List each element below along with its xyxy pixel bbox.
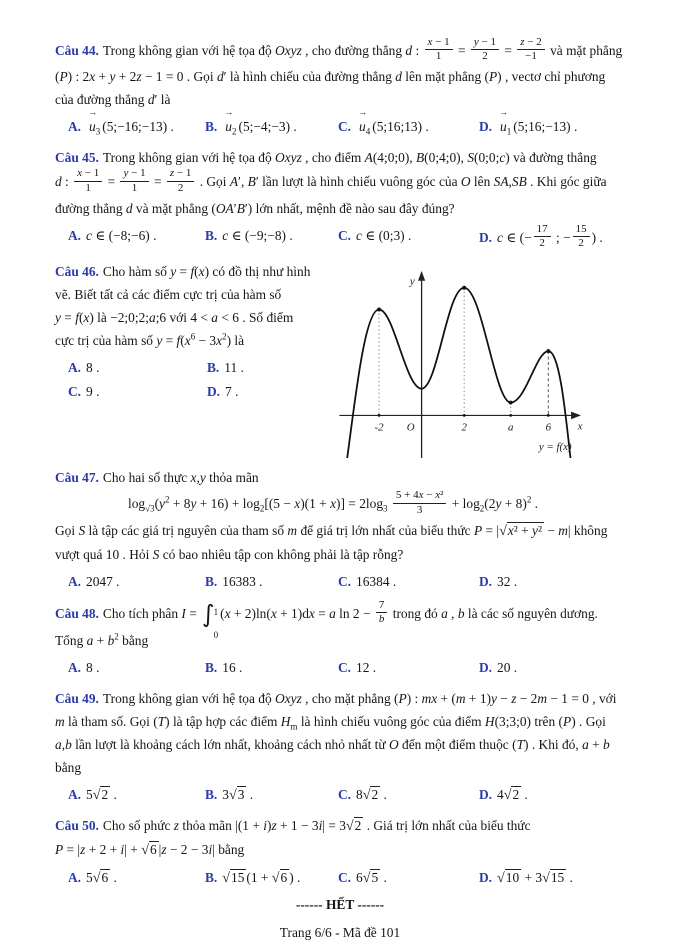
extremum-dot-neg2 [377, 308, 381, 312]
fraction: $\frac{x - 1}{1}$ [74, 167, 102, 194]
fraction: $\frac{z - 2}{-1}$ [517, 36, 545, 63]
answer-option-C: C. 6√5 . [338, 869, 387, 886]
question-46-answers [68, 357, 337, 403]
question-label: Câu 47. [55, 470, 99, 486]
superscript: 2 [526, 494, 532, 505]
q44-line-3: của đường thẳng d′ là [55, 92, 171, 108]
answer-letter: B. [205, 869, 218, 885]
y-axis-label: y [409, 275, 415, 288]
curve-label: y = f(x) [538, 441, 572, 454]
q47-line-2: $\log_{√3}(y^2 + 8y + 16) + \log_2[(5 - x)(1 + x)] = 2\log_3$ $\frac{\text{5 + 4x − x²}}{3}$ + $\log_2(2y + 8)^2$ . [127, 489, 539, 516]
answer-option-A: A. c ∈ (−8;−6) . [68, 227, 157, 243]
answer-letter: A. [68, 786, 82, 802]
fraction: $\frac{y - 1}{1}$ [120, 167, 148, 194]
end-marker: ------ HẾT ------ [295, 896, 385, 912]
vector-arrow-icon: → [358, 107, 368, 118]
x-axis-arrow [571, 412, 581, 420]
answer-letter: C. [338, 786, 352, 802]
question-46 [55, 260, 625, 462]
answer-letter: C. [338, 869, 352, 885]
answer-option-C: C. c ∈ (0;3) . [338, 227, 412, 243]
tick-a: a [507, 421, 514, 434]
q49-line-2: m là tham số. Gọi (T) là tập hợp các điểm $H_m$ là hình chiếu vuông góc của điểm H(3;3;0) trên (P) . Gọi [55, 713, 606, 732]
sqrt: √2 [345, 817, 362, 834]
vector-u: → $u_4$ [358, 107, 371, 138]
answer-option-C: C. → $u_4$ (5;16;13) . [338, 107, 429, 138]
q45-line-3: đường thẳng d và mặt phẳng (OA′B′) lớn nhất, mệnh đề nào sau đây đúng? [55, 200, 455, 216]
question-45-answers [68, 222, 625, 252]
q48-line-1: Câu 48. Cho tích phân I = ∫ 1 0 (x + 2)ln(x + 1)dx = a ln 2 − $\frac{7}{b}$ trong đó a , b là các số nguyên dương. [55, 601, 625, 628]
x-axis-label: x [577, 420, 583, 433]
answer-letter: A. [68, 869, 82, 885]
superscript: 2 [222, 331, 227, 342]
answer-option-A: A. 8 . [68, 360, 100, 376]
vector-arrow-icon: → [499, 107, 509, 118]
axis-dot-neg2 [378, 414, 381, 417]
sqrt: √6 [271, 869, 288, 886]
fraction: $\frac{z - 1}{2}$ [167, 167, 195, 194]
question-49-answers [68, 784, 625, 806]
question-label: Câu 50. [55, 817, 99, 833]
question-49 [55, 687, 625, 806]
answer-letter: A. [68, 659, 82, 675]
question-label: Câu 44. [55, 42, 99, 58]
fraction: $\frac{17}{2}$ [534, 223, 551, 250]
question-label: Câu 49. [55, 690, 99, 706]
answer-letter: B. [205, 574, 218, 590]
answer-option-A: A. 8 . [68, 659, 100, 675]
q47-line-1: Câu 47. Cho hai số thực x,y thỏa mãn [55, 470, 259, 486]
subscript: √3 [145, 503, 155, 514]
subscript: 2 [479, 503, 485, 514]
question-47 [55, 466, 625, 593]
answer-letter: B. [205, 119, 218, 135]
answer-option-D: D. √10 + 3√15 . [479, 869, 573, 886]
q49-line-3: a,b lần lượt là khoảng cách lớn nhất, khoảng cách nhỏ nhất từ O đến một điểm thuộc (T) . Khi đó, a + b bằng [55, 736, 610, 775]
y-axis-arrow [418, 271, 425, 281]
answer-letter: A. [68, 227, 82, 243]
sqrt: √5 [362, 869, 379, 886]
answer-option-C: C. 9 . [68, 384, 100, 400]
answer-option-D: D. c ∈ (− $\frac{17}{2}$ ; − $\frac{15}{2}$ ) . [479, 222, 603, 249]
integral-lower-limit: 0 [213, 630, 219, 641]
answer-letter: C. [338, 659, 352, 675]
question-47-answers [68, 571, 625, 593]
q48-line-2: Tổng $a + b^2$ bằng [55, 631, 149, 648]
question-47-text [55, 466, 625, 566]
question-44-text [55, 38, 625, 111]
function-graph [337, 260, 625, 462]
axis-dot-6 [547, 414, 550, 417]
answer-option-B: B. c ∈ (−9;−8) . [205, 227, 293, 243]
question-44 [55, 38, 625, 138]
question-48-answers [68, 657, 625, 679]
question-50-text [55, 814, 625, 862]
sqrt: √6 [92, 869, 109, 886]
question-45-text [55, 146, 625, 219]
tick-2: 2 [461, 421, 467, 434]
page-footer: Trang 6/6 - Mã đề 101 [279, 924, 401, 940]
sqrt: √2 [92, 786, 109, 803]
sqrt: √2 [503, 786, 520, 803]
q50-line-2: P = |z + 2 + i| + √6 |z − 2 − 3i| bằng [55, 841, 245, 858]
subscript: 3 [383, 503, 388, 514]
q47-line-3: Gọi S là tập các giá trị nguyên của tham số m để giá trị lớn nhất của biểu thức P = |√x² + y² − m| không [55, 523, 608, 540]
answer-letter: D. [479, 869, 493, 885]
sqrt: √x² + y² [499, 523, 542, 540]
answer-letter: C. [338, 119, 352, 135]
fraction: $\frac{x - 1}{1}$ [425, 36, 453, 63]
question-44-answers [68, 107, 625, 138]
question-50 [55, 814, 625, 889]
axis-dot-2 [463, 414, 466, 417]
q46-line-4: cực trị của hàm số $y = f(x^6 - 3x^2)$ là [55, 331, 245, 349]
tick-neg2: -2 [374, 421, 384, 434]
integral: ∫ 1 0 [202, 601, 218, 628]
answer-option-D: D. → $u_1$ (5;16;−13) . [479, 107, 578, 138]
extremum-dot-6 [546, 349, 550, 353]
answer-letter: B. [205, 659, 218, 675]
answer-option-B: B. 16 . [205, 659, 243, 675]
answer-option-A: A. 5√6 . [68, 869, 117, 886]
answer-option-D: D. 32 . [479, 574, 518, 590]
sqrt: √2 [362, 786, 379, 803]
answer-letter: D. [207, 384, 221, 400]
vector-u: → $u_3$ [88, 107, 101, 138]
answer-letter: B. [207, 360, 220, 376]
answer-option-A: A. 5√2 . [68, 786, 117, 803]
question-48-text [55, 601, 625, 651]
q49-line-1: Câu 49. Trong không gian với hệ tọa độ Oxyz , cho mặt phẳng (P) : mx + (m + 1)y − z − 2m − 1 = 0 , với [55, 690, 617, 706]
fraction: $\frac{15}{2}$ [573, 223, 590, 250]
vector-arrow-icon: → [88, 107, 98, 118]
q46-line-1: Câu 46. Cho hàm số y = f(x) có đồ thị như hình [55, 264, 311, 280]
question-49-text [55, 687, 625, 779]
superscript: 2 [114, 631, 119, 642]
graph-svg [337, 260, 625, 458]
answer-letter: A. [68, 119, 82, 135]
answer-letter: D. [479, 786, 493, 802]
vector-u: → $u_1$ [499, 107, 512, 138]
answer-option-C: C. 12 . [338, 659, 377, 675]
fraction: $\frac{\text{5 + 4x − x²}}{3}$ [393, 489, 447, 516]
superscript: 2 [164, 494, 170, 505]
answer-letter: D. [479, 229, 493, 245]
answer-letter: B. [205, 786, 218, 802]
subscript: 2 [259, 503, 265, 514]
answer-letter: C. [68, 384, 82, 400]
question-label: Câu 45. [55, 150, 99, 166]
sqrt: √6 [141, 841, 157, 858]
answer-option-B: B. 3√3 . [205, 786, 254, 803]
q45-line-1: Câu 45. Trong không gian với hệ tọa độ Oxyz , cho điểm A(4;0;0), B(0;4;0), S(0;0;c) và đường thẳng [55, 150, 597, 166]
answer-option-D: D. 4√2 . [479, 786, 528, 803]
q46-line-2: vẽ. Biết tất cả các điểm cực trị của hàm số [55, 287, 282, 303]
vector-u: → $u_2$ [224, 107, 237, 138]
sqrt: √10 [497, 869, 520, 886]
answer-option-B: B. √15 (1 + √6 ) . [205, 869, 301, 886]
answer-option-A: A. 2047 . [68, 574, 120, 590]
question-label: Câu 48. [55, 605, 99, 621]
q47-line-4: vượt quá 10 . Hỏi S có bao nhiêu tập con không phải là tập rỗng? [55, 547, 404, 563]
subscript: m [290, 721, 298, 732]
tick-6: 6 [545, 421, 552, 434]
question-50-answers [68, 867, 625, 889]
question-48 [55, 601, 625, 678]
answer-option-D: D. 20 . [479, 659, 518, 675]
extremum-dot-a [509, 401, 513, 405]
answer-letter: D. [479, 119, 493, 135]
q44-line-1: Câu 44. Trong không gian với hệ tọa độ Oxyz , cho đường thẳng d : $\frac{x - 1}{1}$ = $\frac{y - 1}{2}$ = $\frac{z - 2}{-1}$ và mặt phẳng [55, 36, 623, 63]
sqrt: √3 [228, 786, 245, 803]
axis-dot-a [509, 414, 512, 417]
answer-option-C: C. 16384 . [338, 574, 397, 590]
answer-letter: D. [479, 659, 493, 675]
answer-letter: B. [205, 227, 218, 243]
fraction: $\frac{7}{b}$ [376, 599, 388, 626]
q46-line-3: y = f(x) là −2;0;2;a;6 với 4 < a < 6 . Số điểm [55, 310, 294, 326]
q45-line-2: d : $\frac{x - 1}{1}$ = $\frac{y - 1}{1}$ = $\frac{z - 1}{2}$ . Gọi A′, B′ lần lượt là hình chiếu vuông góc của O lên SA,SB . Khi góc giữa [55, 167, 607, 194]
question-label: Câu 46. [55, 264, 99, 280]
answer-option-C: C. 8√2 . [338, 786, 387, 803]
vector-arrow-icon: → [224, 107, 234, 118]
sqrt: √15 [222, 869, 245, 886]
sqrt: √15 [542, 869, 565, 886]
question-46-text-column [55, 260, 337, 462]
superscript: 6 [190, 331, 196, 342]
q44-line-2: (P) : 2x + y + 2z − 1 = 0 . Gọi d′ là hình chiếu của đường thẳng d lên mặt phẳng (P) , vectơ chỉ phương [55, 69, 606, 85]
answer-letter: A. [68, 574, 82, 590]
answer-option-D: D. 7 . [207, 384, 239, 400]
answer-option-B: B. → $u_2$ (5;−4;−3) . [205, 107, 297, 138]
origin-label: O [406, 421, 415, 434]
answer-option-B: B. 11 . [207, 360, 244, 376]
answer-letter: A. [68, 360, 82, 376]
q50-line-1: Câu 50. Cho số phức z thỏa mãn |(1 + i)z + 1 − 3i| = 3√2 . Giá trị lớn nhất của biểu thức [55, 817, 531, 834]
question-45 [55, 146, 625, 252]
answer-option-B: B. 16383 . [205, 574, 263, 590]
answer-letter: D. [479, 574, 493, 590]
answer-letter: C. [338, 227, 352, 243]
fraction: $\frac{y - 1}{2}$ [471, 36, 499, 63]
answer-option-A: A. → $u_3$ (5;−16;−13) . [68, 107, 174, 138]
integral-upper-limit: 1 [213, 607, 219, 618]
extremum-dot-2 [462, 286, 466, 290]
answer-letter: C. [338, 574, 352, 590]
question-46-text [55, 260, 337, 352]
